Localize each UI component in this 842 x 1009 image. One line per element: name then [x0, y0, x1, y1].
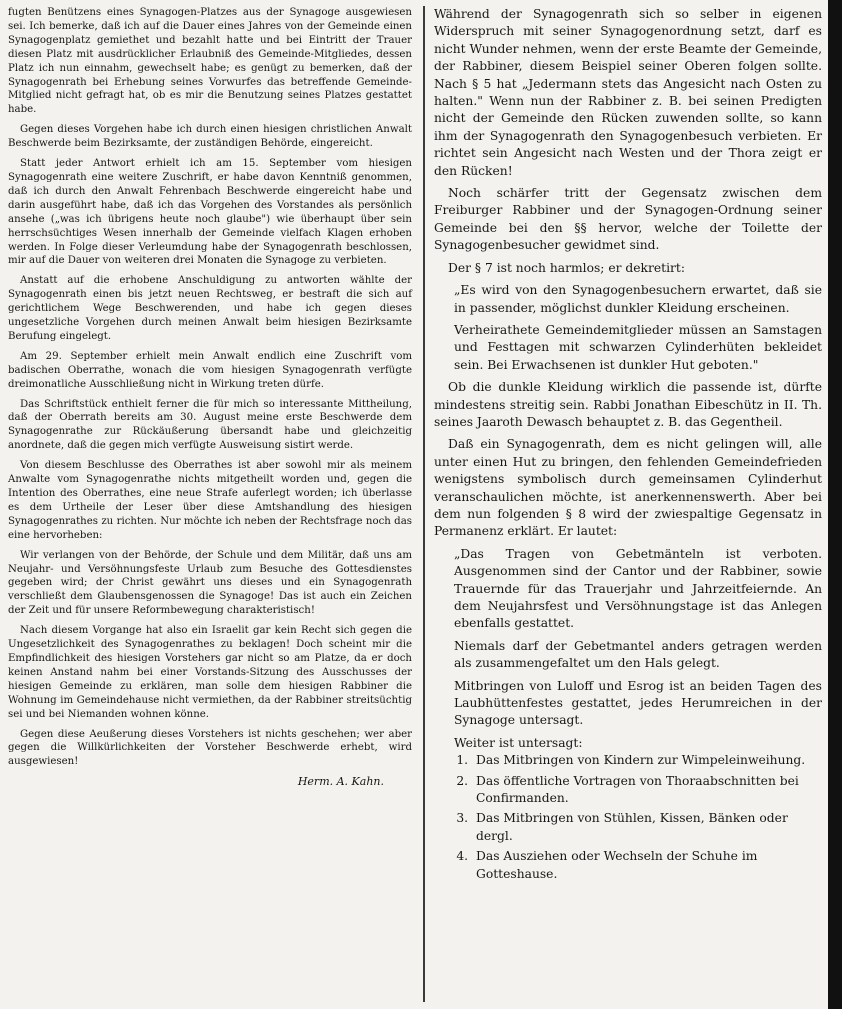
- list-item: 3. Das Mitbringen von Stühlen, Kissen, Bänken oder dergl.: [472, 810, 822, 845]
- right-paragraph-5: Daß ein Synagogenrath, dem es nicht gelingen will, alle unter einen Hut zu bringen, den fehlenden Gemeindefrieden wenigstens symbolisch durch gemeinsamen Cylinderhut veranschaulichen möchte, ist anerkennenswerth. Aber bei dem nun folgenden § 8 wird der zwiespaltige Gegensatz in Permanenz erklärt. Er lautet:: [434, 437, 822, 539]
- right-paragraph-4: Ob die dunkle Kleidung wirklich die passende ist, dürfte mindestens streitig sein. Rabbi Jonathan Eibeschütz in II. Th. seines Jaaroth Dewasch behauptet z. B. das Gegentheil.: [434, 380, 822, 429]
- right-column: [434, 6, 822, 886]
- left-paragraph-1: fugten Benützens eines Synagogen-Platzes aus der Synagoge ausgewiesen sei. Ich bemerke, daß ich auf die Dauer eines Jahres von der Gemeinde einen Synagogenplatz gemiethet und bezahlt hatte und bei Eintritt der Trauer diesen Platz mit ausdrücklicher Erlaubniß des Gemeinde-Mitgliedes, dessen Platz ich nun einnahm, gewechselt habe; es genügt zu bemerken, daß der Synagogenrath bei Erhebung seines Vorwurfes das betreffende Gemeinde-Mitglied nicht gefragt hat, ob es mir die Benutzung seines Platzes gestattet habe.: [8, 7, 412, 116]
- left-paragraph-4: Anstatt auf die erhobene Anschuldigung zu antworten wählte der Synagogenrath einen bis jetzt neuen Rechtsweg, er bestraft die sich auf gerichtlichem Wege Beschwerenden, und habe ich gegen dieses ungesetzliche Vorgehen durch meinen Anwalt beim hiesigen Bezirksamte Berufung eingelegt.: [8, 275, 412, 342]
- quote-1: „Es wird von den Synagogenbesuchern erwartet, daß sie in passender, möglichst dunkler Kleidung erscheinen.: [454, 283, 822, 315]
- quote-2: Verheirathete Gemeindemitglieder müssen an Samstagen und Festtagen mit schwarzen Cylinderhüten bekleidet sein. Bei Erwachsenen ist dunkler Hut geboten.": [454, 322, 822, 372]
- list-item: 2. Das öffentliche Vortragen von Thoraabschnitten bei Confirmanden.: [472, 773, 822, 808]
- left-column: [8, 6, 412, 788]
- left-paragraph-6: Das Schriftstück enthielt ferner die für mich so interessante Mittheilung, daß der Oberrath bereits am 30. August meine erste Beschwerde dem Synagogenrathe zur Rückäußerung übersandt habe und gleichzeitig anordnete, daß die gegen mich verfügte Ausweisung sistirt werde.: [8, 398, 412, 452]
- right-paragraph-1: Während der Synagogenrath sich so selber in eigenen Widerspruch mit seiner Synagogenordnung setzt, darf es nicht Wunder nehmen, wenn der erste Beamte der Gemeinde, der Rabbiner, diesem Beispiel seiner Oberen folgen sollte. Nach § 5 hat „Jedermann stets das Angesicht nach Osten zu halten." Wenn nun der Rabbiner z. B. bei seinen Predigten nicht der Gemeinde den Rücken zuwenden sollte, so kann ihm der Synagogenrath den Synagogenbesuch verbieten. Er richtet sein Angesicht nach Westen und der Thora zeigt er den Rücken!: [434, 7, 822, 178]
- list-heading: Weiter ist untersagt:: [454, 735, 583, 750]
- left-paragraph-5: Am 29. September erhielt mein Anwalt endlich eine Zuschrift vom badischen Oberrathe, wonach die vom hiesigen Synagogenrath verfügte dreimonatliche Ausschließung nicht in Wirkung treten dürfe.: [8, 350, 412, 390]
- prohibition-list: [434, 752, 822, 883]
- quote-3: „Das Tragen von Gebetmänteln ist verboten. Ausgenommen sind der Cantor und der Rabbiner, sowie Trauernde für das Trauerjahr und Jahrzeitfeiernde. An dem Neujahrsfest und Versöhnungstage ist das Anlegen ebenfalls gestattet.: [454, 546, 822, 631]
- left-paragraph-2: Gegen dieses Vorgehen habe ich durch einen hiesigen christlichen Anwalt Beschwerde beim Bezirksamte, der zuständigen Behörde, eingereicht.: [8, 124, 412, 150]
- signature: Herm. A. Kahn.: [297, 775, 384, 789]
- right-paragraph-2: Noch schärfer tritt der Gegensatz zwischen dem Freiburger Rabbiner und der Synagogen-Ordnung seiner Gemeinde bei den §§ hervor, welche der Toilette der Synagogenbesucher gewidmet sind.: [434, 186, 822, 253]
- left-paragraph-3: Statt jeder Antwort erhielt ich am 15. September vom hiesigen Synagogenrath eine weitere Zuschrift, er habe davon Kenntniß genommen, daß ich durch den Anwalt Fehrenbach Beschwerde eingereicht habe und darin ausgeführt habe, daß ich das Vorgehen des Vorstandes als persönlich ansehe („was ich übrigens heute noch glaube") wie überhaupt über sein herrschsüchtiges Wesen innerhalb der Gemeinde vielfach Klagen erhoben werden. In Folge dieser Verleumdung habe der Synagogenrath beschlossen, mir auf die Dauer von weiteren drei Monaten die Synagoge zu verbieten.: [8, 158, 412, 267]
- column-divider: [423, 6, 425, 1002]
- list-item: 4. Das Ausziehen oder Wechseln der Schuhe im Gotteshause.: [472, 848, 822, 883]
- left-paragraph-7: Von diesem Beschlusse des Oberrathes ist aber sowohl mir als meinem Anwalte vom Synagogenrathe nichts mitgetheilt worden und, gegen die Intention des Oberrathes, eine neue Strafe auferlegt worden; ich überlasse es dem Urtheile der Leser über diese Amtshandlung des hiesigen Synagogenrathes zu richten. Nur möchte ich neben der Rechtsfrage noch das eine hervorheben:: [8, 460, 412, 541]
- left-paragraph-9: Nach diesem Vorgange hat also ein Israelit gar kein Recht sich gegen die Ungesetzlichkeit des Synagogenrathes zu beklagen! Doch scheint mir die Empfindlichkeit des hiesigen Vorstehers gar nicht so am Platze, da er doch keinen Anstand nahm bei einer Vorstands-Sitzung des Ausschusses der hiesigen Gemeinde zu erklären, man solle dem hiesigen Rabbiner die Wohnung im Gemeindehause nicht vermiethen, da der Rabbiner streitsüchtig sei und bei Niemanden wohnen könne.: [8, 625, 412, 720]
- left-paragraph-10: Gegen diese Aeußerung dieses Vorstehers ist nichts geschehen; wer aber gegen die Willkürlichkeiten der Vorsteher Beschwerde erhebt, wird ausgewiesen!: [8, 728, 412, 768]
- quote-4: Niemals darf der Gebetmantel anders getragen werden als zusammengefaltet um den Hals gelegt.: [454, 638, 822, 671]
- page-edge: [828, 0, 842, 1009]
- left-paragraph-8: Wir verlangen von der Behörde, der Schule und dem Militär, daß uns am Neujahr- und Versöhnungsfeste Urlaub zum Besuche des Gottesdienstes gegeben wird; der Christ gewährt uns dieses und ein Synagogenrath verschließt dem Glaubensgenossen die Synagoge! Das ist auch ein Zeichen der Zeit und für unsere Reformbewegung charakteristisch!: [8, 549, 412, 617]
- right-paragraph-3: Der § 7 ist noch harmlos; er dekretirt:: [448, 260, 685, 275]
- quote-5: Mitbringen von Luloff und Esrog ist an beiden Tagen des Laubhüttenfestes gestattet, jedes Herumreichen in der Synagoge untersagt.: [454, 678, 822, 728]
- list-item: 1. Das Mitbringen von Kindern zur Wimpeleinweihung.: [472, 752, 822, 769]
